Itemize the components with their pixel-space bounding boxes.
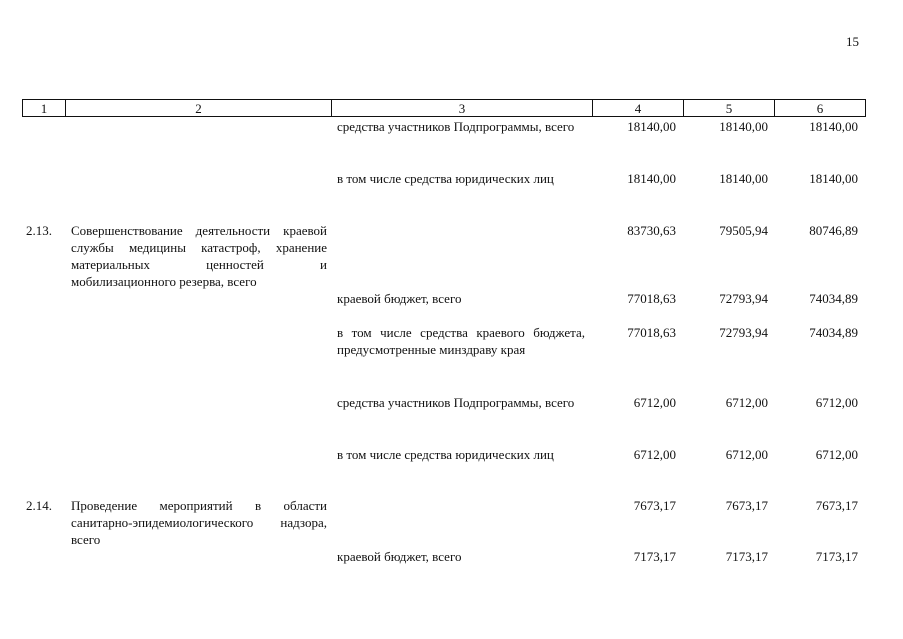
value-col-6: 6712,00 [815,395,858,410]
value-col-5: 6712,00 [725,447,768,462]
value-col-6: 74034,89 [809,291,858,306]
value-col-5: 72793,94 [719,325,768,340]
value-col-5: 6712,00 [725,395,768,410]
column-header-1: 1 [23,100,66,117]
column-header-4: 4 [593,100,684,117]
value-col-4: 6712,00 [633,447,676,462]
row-number: 2.14. [26,498,52,513]
value-col-6: 7673,17 [815,498,858,513]
page-number: 15 [846,34,859,49]
value-col-6: 74034,89 [809,325,858,340]
column-header-5: 5 [684,100,775,117]
value-col-4: 77018,63 [627,291,676,306]
value-col-5: 7673,17 [725,498,768,513]
value-col-4: 18140,00 [627,171,676,186]
value-col-4: 83730,63 [627,223,676,238]
funding-source: в том числе средства юридических лиц [337,447,554,462]
value-col-6: 80746,89 [809,223,858,238]
column-header-row [23,100,866,117]
activity-name: Совершенствование деятельности краевой службы медицины катастроф, хранение материальных ценностей и мобилизационного резерва, всего [71,223,327,289]
value-col-5: 7173,17 [725,549,768,564]
value-col-5: 18140,00 [719,171,768,186]
value-col-6: 18140,00 [809,171,858,186]
value-col-4: 77018,63 [627,325,676,340]
funding-source: краевой бюджет, всего [337,549,462,564]
value-col-4: 7173,17 [633,549,676,564]
value-col-5: 79505,94 [719,223,768,238]
funding-source: средства участников Подпрограммы, всего [337,395,575,410]
column-header-table [22,99,866,117]
funding-source: краевой бюджет, всего [337,291,462,306]
value-col-4: 18140,00 [627,119,676,134]
column-header-2: 2 [66,100,332,117]
value-col-4: 7673,17 [633,498,676,513]
value-col-4: 6712,00 [633,395,676,410]
value-col-6: 7173,17 [815,549,858,564]
row-number: 2.13. [26,223,52,238]
value-col-6: 6712,00 [815,447,858,462]
value-col-5: 18140,00 [719,119,768,134]
funding-source: средства участников Подпрограммы, всего [337,119,575,134]
activity-name: Проведение мероприятий в области санитарно-эпидемиологического надзора, всего [71,498,327,547]
funding-source: в том числе средства краевого бюджета, предусмотренные минздраву края [337,325,585,357]
column-header-3: 3 [332,100,593,117]
value-col-6: 18140,00 [809,119,858,134]
column-header-6: 6 [775,100,866,117]
value-col-5: 72793,94 [719,291,768,306]
funding-source: в том числе средства юридических лиц [337,171,554,186]
